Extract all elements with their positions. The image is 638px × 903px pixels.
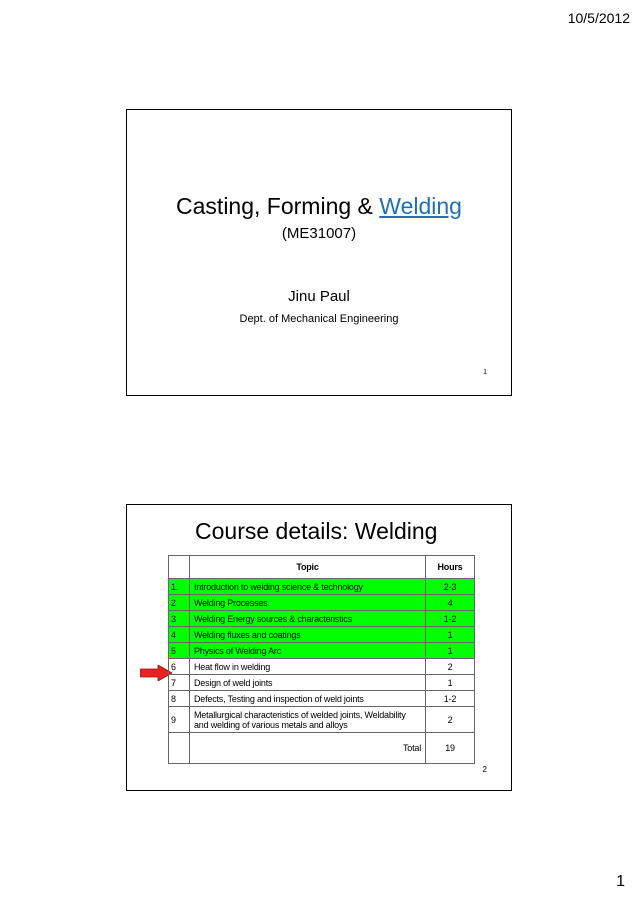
row-hours: 4 (426, 595, 475, 611)
row-hours: 1 (426, 627, 475, 643)
title-accent-link[interactable]: Welding (379, 193, 462, 219)
row-no: 5 (169, 643, 190, 659)
row-topic: Introduction to welding science & technology (190, 579, 426, 595)
row-no: 3 (169, 611, 190, 627)
table-row (169, 675, 475, 691)
row-topic: Heat flow in welding (190, 659, 426, 675)
row-hours: 2 (426, 707, 475, 733)
slide-2-title: Course details: Welding (195, 518, 438, 544)
total-label: Total (190, 733, 426, 764)
header-hours: Hours (426, 556, 475, 579)
department: Dept. of Mechanical Engineering (239, 313, 399, 325)
row-topic: Welding Processes (190, 595, 426, 611)
row-no: 6 (169, 659, 190, 675)
row-hours: 1-2 (426, 611, 475, 627)
row-hours: 2-3 (426, 579, 475, 595)
slide-1 (126, 109, 512, 396)
course-code: (ME31007) (281, 225, 357, 242)
header-no (169, 556, 190, 579)
row-topic: Metallurgical characteristics of welded joints, Weldability and welding of various metals and alloys (190, 707, 426, 733)
row-topic: Physics of Welding Arc (190, 643, 426, 659)
author-name: Jinu Paul (288, 288, 350, 305)
row-hours: 1-2 (426, 691, 475, 707)
row-no: 9 (169, 707, 190, 733)
row-topic: Design of weld joints (190, 675, 426, 691)
row-no: 7 (169, 675, 190, 691)
course-table (168, 555, 475, 764)
row-topic: Welding Energy sources & characteristics (190, 611, 426, 627)
total-value: 19 (426, 733, 475, 764)
slide-2 (126, 504, 512, 791)
row-hours: 2 (426, 659, 475, 675)
table-row (169, 691, 475, 707)
slide-number: 2 (482, 765, 487, 774)
row-no: 4 (169, 627, 190, 643)
table-row (169, 579, 475, 595)
table-row (169, 595, 475, 611)
table-row (169, 659, 475, 675)
row-no: 8 (169, 691, 190, 707)
page-number: 1 (616, 873, 625, 890)
row-hours: 1 (426, 675, 475, 691)
table-row (169, 627, 475, 643)
row-hours: 1 (426, 643, 475, 659)
total-empty-cell (169, 733, 190, 764)
row-no: 2 (169, 595, 190, 611)
table-header-row (169, 556, 475, 579)
title-text: Casting, Forming & (176, 193, 380, 219)
header-date: 10/5/2012 (567, 10, 630, 26)
table-row (169, 643, 475, 659)
table-row (169, 611, 475, 627)
table-total-row (169, 733, 475, 764)
row-no: 1. (169, 579, 190, 595)
row-topic: Welding fluxes and coatings (190, 627, 426, 643)
header-topic: Topic (190, 556, 426, 579)
slide-1-title (127, 193, 511, 220)
row-topic: Defects, Testing and inspection of weld joints (190, 691, 426, 707)
slide-number: 1 (483, 369, 487, 376)
table-row (169, 707, 475, 733)
